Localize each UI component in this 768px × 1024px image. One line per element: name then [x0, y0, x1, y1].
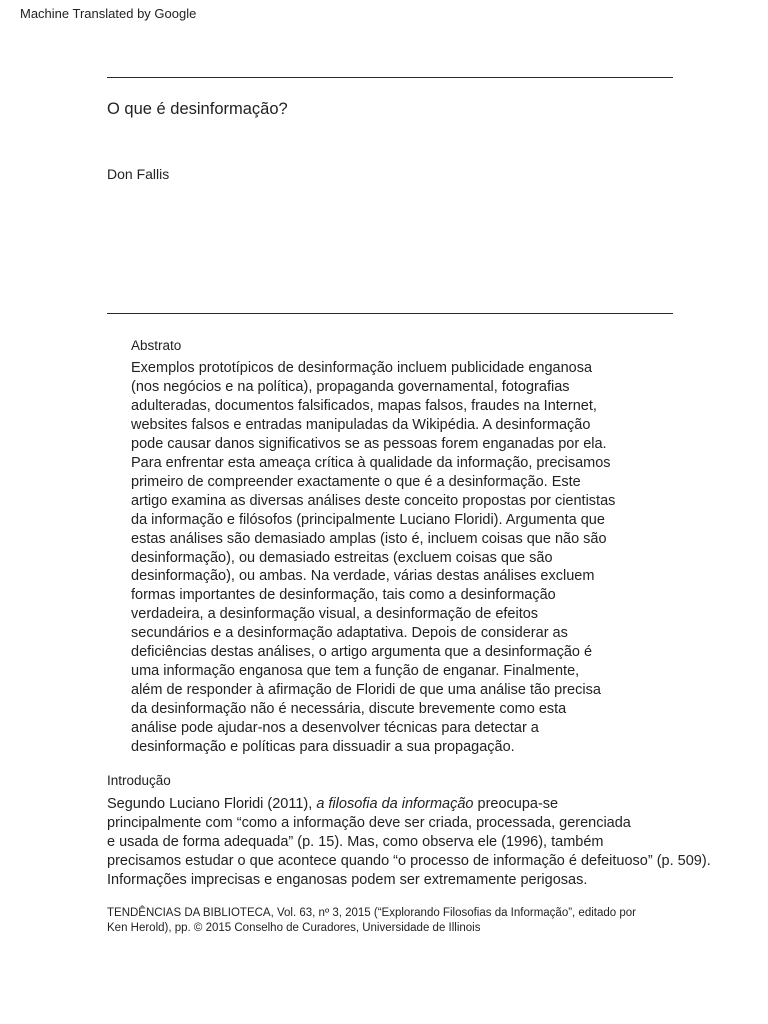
abstract-line: formas importantes de desinformação, tais como a desinformação: [131, 587, 556, 604]
introduction-line: e usada de forma adequada” (p. 15). Mas, como observa ele (1996), também: [107, 834, 604, 850]
abstract-line: (nos negócios e na política), propaganda governamental, fotografias: [131, 378, 570, 395]
abstract-heading: Abstrato: [131, 338, 182, 353]
article-author: Don Fallis: [107, 166, 170, 182]
introduction-line: [107, 795, 767, 814]
abstract-line: verdadeira, a desinformação visual, a desinformação de efeitos: [131, 606, 539, 623]
introduction-heading: Introdução: [107, 773, 171, 788]
abstract-line: da desinformação não é necessária, discute brevemente como esta: [131, 701, 567, 718]
book-title-italic: a filosofia da informação: [316, 796, 474, 812]
abstract-line: uma informação enganosa que tem a função de enganar. Finalmente,: [131, 663, 580, 680]
citation-line: TENDÊNCIAS DA BIBLIOTECA, Vol. 63, nº 3, 2015 (“Explorando Filosofias da Informação”, editado por: [107, 907, 636, 919]
introduction-line-pre: Segundo Luciano Floridi (2011),: [107, 796, 317, 812]
abstract-line: desinformação), ou demasiado estreitas (excluem coisas que são: [131, 549, 553, 566]
machine-translated-label: Machine Translated by Google: [20, 6, 197, 21]
abstract-line: Para enfrentar esta ameaça crítica à qualidade da informação, precisamos: [131, 454, 611, 471]
abstract-line: artigo examina as diversas análises deste conceito propostas por cientistas: [131, 492, 616, 509]
abstract-line: desinformação), ou ambas. Na verdade, várias destas análises excluem: [131, 568, 595, 585]
abstract-line: pode causar danos significativos se as pessoas forem enganadas por ela.: [131, 435, 607, 452]
abstract-line: adulteradas, documentos falsificados, mapas falsos, fraudes na Internet,: [131, 397, 597, 414]
abstract-line: desinformação e políticas para dissuadir a sua propagação.: [131, 739, 515, 756]
top-rule: [107, 77, 673, 78]
article-title: O que é desinformação?: [107, 100, 288, 118]
abstract-line: da informação e filósofos (principalmente Luciano Floridi). Argumenta que: [131, 511, 605, 528]
header-bottom-rule: [107, 313, 673, 314]
abstract-line: análise pode ajudar-nos a desenvolver técnicas para detectar a: [131, 720, 539, 737]
introduction-line-post: preocupa-se: [473, 796, 559, 812]
introduction-line: Informações imprecisas e enganosas podem ser extremamente perigosas.: [107, 872, 588, 888]
introduction-line: precisamos estudar o que acontece quando “o processo de informação é defeituoso” (p. 509).: [107, 853, 711, 869]
abstract-line: Exemplos prototípicos de desinformação incluem publicidade enganosa: [131, 360, 593, 376]
abstract-line: além de responder à afirmação de Floridi de que uma análise tão precisa: [131, 682, 601, 699]
abstract-line: estas análises são demasiado amplas (isto é, incluem coisas que não são: [131, 530, 607, 547]
introduction-line: principalmente com “como a informação deve ser criada, processada, gerenciada: [107, 815, 631, 831]
abstract-line: primeiro de compreender exactamente o que é a desinformação. Este: [131, 473, 581, 490]
abstract-line: websites falsos e entradas manipuladas da Wikipédia. A desinformação: [131, 416, 591, 433]
citation-line: Ken Herold), pp. © 2015 Conselho de Curadores, Universidade de Illinois: [107, 922, 481, 934]
introduction-body: [107, 795, 767, 890]
abstract-line: deficiências destas análises, o artigo argumenta que a desinformação é: [131, 644, 593, 661]
citation-footer: [107, 906, 636, 936]
abstract-body: [131, 359, 691, 757]
abstract-line: secundários e a desinformação adaptativa. Depois de considerar as: [131, 625, 568, 642]
